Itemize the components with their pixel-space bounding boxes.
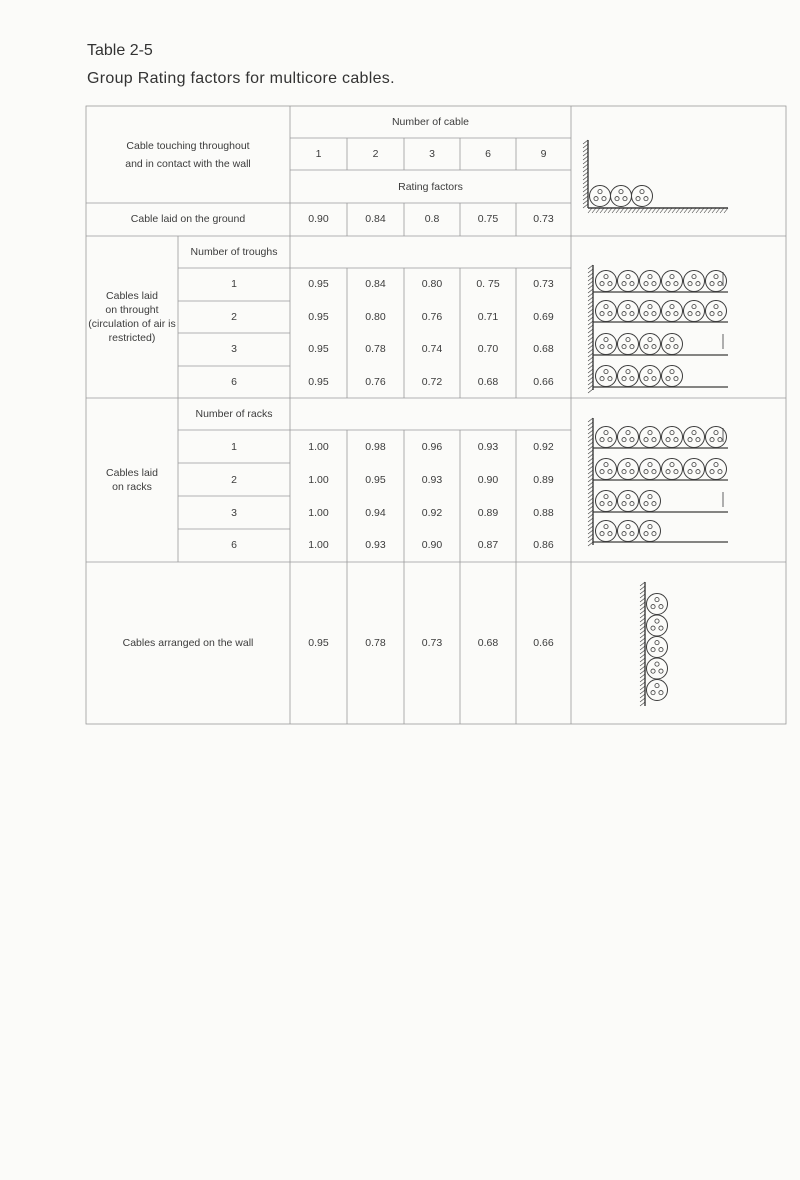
troughs-sub-header: Number of troughs: [190, 246, 278, 258]
trough-value: 0.78: [365, 343, 386, 355]
trough-row-n: 2: [231, 311, 237, 323]
rack-value: 0.90: [477, 474, 499, 486]
rack-value: 0.87: [477, 539, 499, 551]
wall-value: 0.95: [308, 637, 329, 649]
wall-value: 0.66: [533, 637, 554, 649]
cable-icon: [640, 521, 661, 542]
cable-icon: [618, 271, 639, 292]
cable-icon: [596, 491, 617, 512]
trough-value: 0.72: [421, 376, 443, 388]
ground-value: 0.8: [424, 213, 440, 225]
ground-value: 0.90: [308, 213, 329, 225]
cable-icon: [640, 491, 661, 512]
cable-icon: [647, 594, 668, 615]
cable-icon: [618, 521, 639, 542]
rack-value: 0.92: [421, 507, 443, 519]
cable-icon: [647, 615, 668, 636]
trough-row-n: 1: [231, 278, 237, 290]
cable-icon: [662, 334, 683, 355]
cable-icon: [596, 301, 617, 322]
rack-value: 0.88: [533, 507, 554, 519]
ground-label: Cable laid on the ground: [130, 213, 246, 225]
cable-icon: [706, 459, 727, 480]
trough-value: 0.95: [308, 311, 329, 323]
cable-icon: [618, 334, 639, 355]
rack-row-n: 6: [231, 539, 237, 551]
troughs-label-line4: restricted): [108, 332, 156, 344]
cable-icon: [662, 427, 683, 448]
header-left-line2: and in contact with the wall: [125, 158, 251, 170]
trough-value: 0.71: [477, 311, 499, 323]
cable-icon: [640, 459, 661, 480]
trough-value: 0.80: [365, 311, 386, 323]
cable-icon: [596, 459, 617, 480]
wall-value: 0.68: [477, 637, 499, 649]
rack-value: 1.00: [308, 474, 329, 486]
cable-icon: [662, 271, 683, 292]
cable-icon: [632, 186, 653, 207]
rack-value: 0.89: [533, 474, 554, 486]
ground-value: 0.73: [533, 213, 554, 225]
troughs-label-line3: (circulation of air is: [88, 318, 176, 330]
rack-value: 0.90: [421, 539, 443, 551]
wall-value: 0.73: [421, 637, 443, 649]
cable-icon: [684, 459, 705, 480]
rack-row-n: 1: [231, 441, 237, 453]
rack-value: 1.00: [308, 539, 329, 551]
cable-icon: [684, 427, 705, 448]
racks-sub-header: Number of racks: [195, 408, 273, 420]
table-number: Table 2-5: [87, 42, 153, 59]
header-rating-factors: Rating factors: [398, 181, 463, 193]
cable-icon: [662, 366, 683, 387]
cable-icon: [706, 301, 727, 322]
header-count-3: 3: [429, 148, 435, 160]
cable-icon: [647, 637, 668, 658]
rack-value: 0.93: [477, 441, 499, 453]
trough-row-n: 6: [231, 376, 237, 388]
header-left-line1: Cable touching throughout: [126, 140, 250, 152]
ground-value: 0.75: [477, 213, 499, 225]
trough-value: 0.95: [308, 376, 329, 388]
header-count-6: 6: [485, 148, 491, 160]
rack-value: 0.93: [421, 474, 443, 486]
trough-value: 0. 75: [476, 278, 500, 290]
rack-value: 0.92: [533, 441, 554, 453]
rack-value: 0.94: [365, 507, 386, 519]
cable-icon: [647, 680, 668, 701]
troughs-label-line2: on throught: [105, 304, 159, 316]
rack-value: 0.86: [533, 539, 554, 551]
header-count-9: 9: [540, 148, 547, 160]
table-caption: Group Rating factors for multicore cables.: [87, 70, 395, 87]
trough-value: 0.74: [421, 343, 443, 355]
cable-icon: [596, 271, 617, 292]
trough-value: 0.80: [421, 278, 443, 290]
wall-value: 0.78: [365, 637, 386, 649]
trough-value: 0.95: [308, 343, 329, 355]
rack-row-n: 3: [231, 507, 237, 519]
cable-icon: [596, 366, 617, 387]
cable-icon: [662, 301, 683, 322]
cable-icon: [640, 366, 661, 387]
rack-value: 1.00: [308, 441, 329, 453]
trough-value: 0.66: [533, 376, 554, 388]
wall-label: Cables arranged on the wall: [122, 637, 254, 649]
trough-value: 0.68: [477, 376, 499, 388]
cable-icon: [618, 427, 639, 448]
cable-icon: [618, 366, 639, 387]
rack-row-n: 2: [231, 474, 237, 486]
rack-value: 0.89: [477, 507, 499, 519]
troughs-label-line1: Cables laid: [106, 290, 158, 302]
cable-icon: [618, 301, 639, 322]
trough-value: 0.69: [533, 311, 554, 323]
rack-value: 0.98: [365, 441, 386, 453]
header-count-2: 2: [372, 148, 379, 160]
cable-icon: [662, 459, 683, 480]
cable-icon: [647, 658, 668, 679]
trough-value: 0.76: [365, 376, 386, 388]
cable-icon: [611, 186, 632, 207]
cable-icon: [684, 301, 705, 322]
header-number-of-cable: Number of cable: [391, 116, 470, 128]
rack-value: 0.95: [365, 474, 386, 486]
trough-value: 0.76: [421, 311, 443, 323]
trough-value: 0.68: [533, 343, 554, 355]
ground-value: 0.84: [365, 213, 386, 225]
cable-icon: [596, 427, 617, 448]
trough-value: 0.73: [533, 278, 554, 290]
cable-icon: [590, 186, 611, 207]
cable-icon: [618, 459, 639, 480]
cable-icon: [640, 271, 661, 292]
rack-value: 0.96: [421, 441, 443, 453]
trough-value: 0.84: [365, 278, 386, 290]
cable-icon: [618, 491, 639, 512]
cable-icon: [640, 334, 661, 355]
trough-value: 0.95: [308, 278, 329, 290]
rack-value: 1.00: [308, 507, 329, 519]
trough-value: 0.70: [477, 343, 499, 355]
cable-icon: [596, 521, 617, 542]
rack-value: 0.93: [365, 539, 386, 551]
cable-icon: [596, 334, 617, 355]
trough-row-n: 3: [231, 343, 237, 355]
racks-label-line1: Cables laid: [106, 467, 158, 479]
cable-icon: [684, 271, 705, 292]
cable-icon: [640, 301, 661, 322]
header-count-1: 1: [315, 148, 322, 160]
cable-icon: [640, 427, 661, 448]
racks-label-line2: on racks: [112, 481, 152, 493]
